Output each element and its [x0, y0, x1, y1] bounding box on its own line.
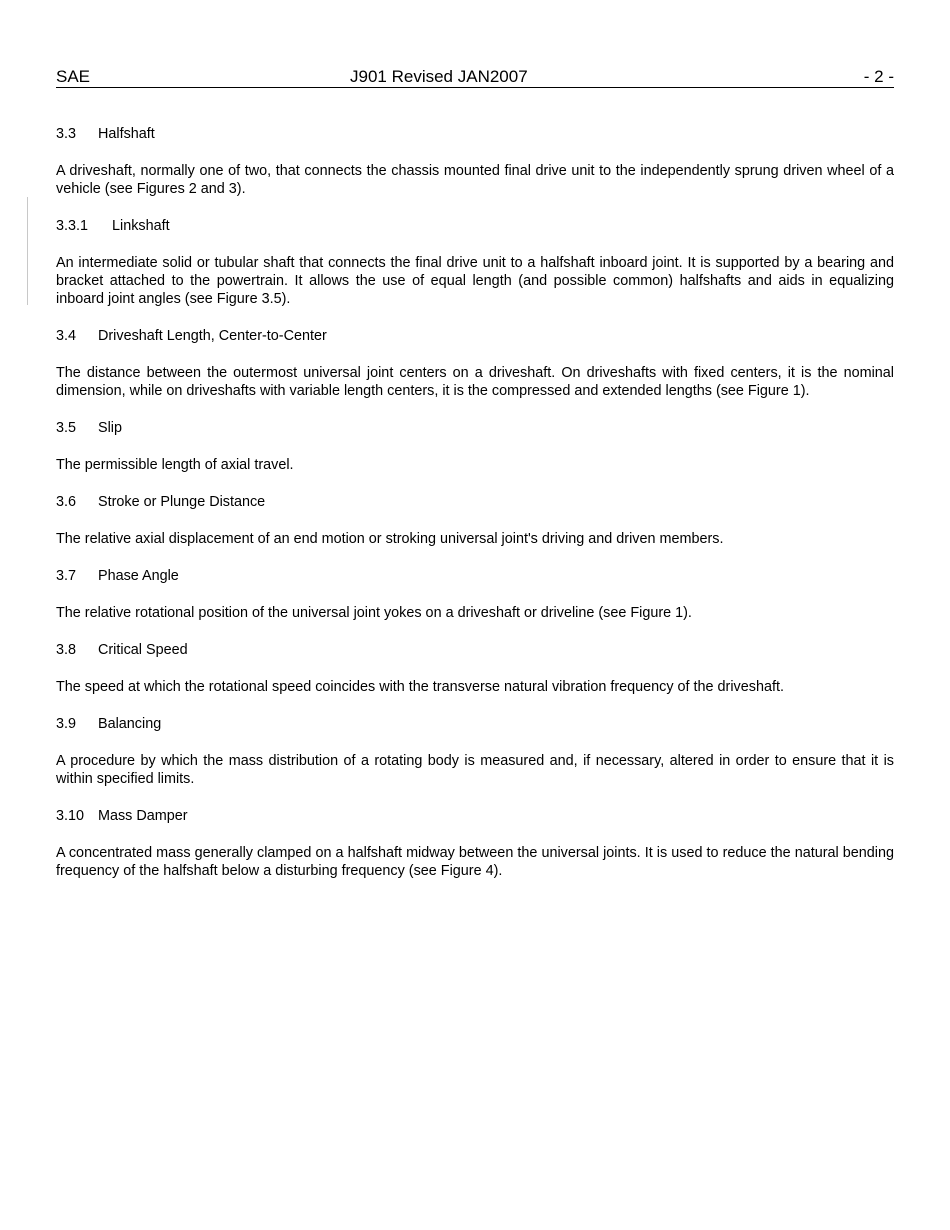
- section-title: Mass Damper: [98, 808, 188, 824]
- section-number: 3.3: [56, 126, 77, 142]
- section-heading: [56, 217, 894, 235]
- section-3-8: [56, 641, 894, 696]
- section-paragraph: A concentrated mass generally clamped on a halfshaft midway between the universal joints. It is used to reduce the natural bending frequency of the halfshaft below a disturbing frequency (see Figure 4).: [56, 845, 894, 879]
- section-number: 3.7: [56, 568, 77, 584]
- section-heading: [56, 807, 894, 825]
- section-paragraph: The permissible length of axial travel.: [56, 457, 294, 473]
- section-paragraph: An intermediate solid or tubular shaft that connects the final drive unit to a halfshaft inboard joint. It is supported by a bearing and bracket attached to the powertrain. It allows the use of equal length (and possible common) halfshafts and aids in equalizing inboard joint angles (see Figure 3.5).: [56, 255, 894, 307]
- section-3-10: [56, 807, 894, 880]
- section-heading: [56, 419, 894, 437]
- section-paragraph: The relative rotational position of the universal joint yokes on a driveshaft or driveline (see Figure 1).: [56, 605, 692, 621]
- section-number: 3.4: [56, 328, 77, 344]
- section-number: 3.3.1: [56, 218, 89, 234]
- section-3-4: [56, 327, 894, 400]
- section-3-3: [56, 125, 894, 198]
- section-title: Phase Angle: [98, 568, 179, 584]
- section-paragraph: A driveshaft, normally one of two, that connects the chassis mounted final drive unit to the independently sprung driven wheel of a vehicle (see Figures 2 and 3).: [56, 163, 894, 197]
- revision-change-bar: [27, 197, 28, 305]
- section-number: 3.5: [56, 420, 77, 436]
- section-heading: [56, 327, 894, 345]
- section-3-3-1: [56, 217, 894, 308]
- section-title: Critical Speed: [98, 642, 188, 658]
- section-paragraph: The speed at which the rotational speed coincides with the transverse natural vibration frequency of the driveshaft.: [56, 679, 784, 695]
- header-page-number: - 2 -: [863, 67, 894, 86]
- section-3-9: [56, 715, 894, 788]
- section-title: Balancing: [98, 716, 162, 732]
- section-title: Driveshaft Length, Center-to-Center: [98, 328, 327, 344]
- header-org: SAE: [56, 67, 91, 86]
- section-number: 3.10: [56, 808, 85, 824]
- section-paragraph: The distance between the outermost universal joint centers on a driveshaft. On driveshafts with fixed centers, it is the nominal dimension, while on driveshafts with variable length centers, it is the compressed and extended lengths (see Figure 1).: [56, 365, 894, 399]
- section-number: 3.9: [56, 716, 77, 732]
- section-title: Slip: [98, 420, 122, 436]
- section-number: 3.8: [56, 642, 77, 658]
- section-heading: [56, 715, 894, 733]
- section-paragraph: A procedure by which the mass distribution of a rotating body is measured and, if necessary, altered in order to ensure that it is within specified limits.: [56, 753, 894, 787]
- section-title: Linkshaft: [112, 218, 170, 234]
- section-3-5: [56, 419, 894, 474]
- header-document-id: J901 Revised JAN2007: [350, 67, 528, 86]
- section-3-6: [56, 493, 894, 548]
- section-heading: [56, 641, 894, 659]
- section-3-7: [56, 567, 894, 622]
- section-title: Stroke or Plunge Distance: [98, 494, 266, 510]
- section-heading: [56, 493, 894, 511]
- section-heading: [56, 125, 894, 143]
- section-title: Halfshaft: [98, 126, 155, 142]
- section-paragraph: The relative axial displacement of an end motion or stroking universal joint's driving and driven members.: [56, 531, 724, 547]
- section-heading: [56, 567, 894, 585]
- section-number: 3.6: [56, 494, 77, 510]
- page-header: [56, 67, 894, 88]
- document-body: [56, 125, 894, 899]
